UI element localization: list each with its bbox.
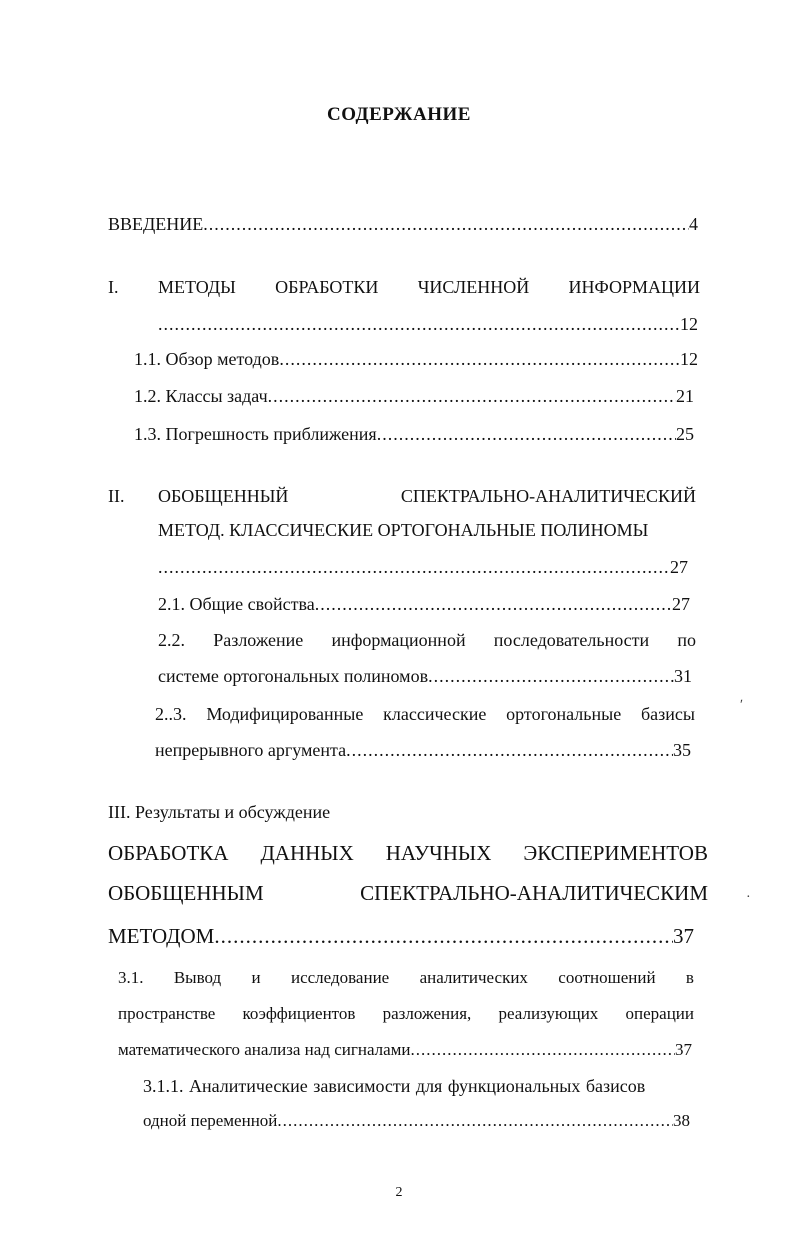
scan-mark: ʹ bbox=[740, 698, 744, 713]
toc-entry-2-1[interactable] bbox=[158, 592, 690, 616]
toc-entry-2-2-line2[interactable] bbox=[158, 664, 692, 688]
title-word: ОБРАБОТКИ bbox=[275, 277, 379, 297]
title-word: ИНФОРМАЦИИ bbox=[568, 277, 700, 297]
toc-word: в bbox=[685, 968, 694, 987]
toc-entry-3-1-line2[interactable] bbox=[118, 1002, 694, 1026]
toc-word: информационной bbox=[331, 630, 466, 650]
dot-leader bbox=[214, 924, 673, 948]
toc-page: 37 bbox=[673, 924, 694, 948]
toc-entry-ch2-title-line2[interactable]: МЕТОД. КЛАССИЧЕСКИЕ ОРТОГОНАЛЬНЫЕ ПОЛИНОМЫ bbox=[158, 520, 649, 540]
page-title: СОДЕРЖАНИЕ bbox=[327, 104, 471, 125]
toc-page: 21 bbox=[676, 386, 694, 406]
toc-page: 27 bbox=[672, 594, 690, 614]
toc-entry-1-1[interactable] bbox=[134, 347, 698, 371]
toc-label: непрерывного аргумента bbox=[155, 740, 347, 760]
dot-leader bbox=[279, 347, 680, 371]
dot-leader bbox=[268, 384, 676, 408]
toc-entry-3-1-1-line1[interactable]: 3.1.1. Аналитические зависимости для функциональных базисов bbox=[143, 1076, 646, 1096]
toc-word: исследование bbox=[290, 968, 390, 987]
toc-word: разложения, bbox=[382, 1004, 472, 1023]
toc-word: Модифицированные bbox=[206, 704, 364, 724]
title-word: ЭКСПЕРИМЕНТОВ bbox=[523, 841, 708, 865]
toc-label: МЕТОДОМ bbox=[108, 924, 215, 948]
title-word: ОБОБЩЕННЫМ bbox=[108, 881, 264, 905]
toc-label: 1.1. Обзор методов bbox=[134, 349, 280, 369]
toc-word: 3.1. bbox=[118, 968, 144, 987]
toc-page: 4 bbox=[689, 214, 698, 234]
toc-label: 1.3. Погрешность приближения bbox=[134, 424, 377, 444]
toc-word: базисы bbox=[641, 704, 695, 724]
toc-word: последовательности bbox=[493, 630, 650, 650]
title-word: ОБРАБОТКА bbox=[108, 841, 229, 865]
toc-label: ВВЕДЕНИЕ bbox=[108, 214, 204, 234]
chapter-number: I. bbox=[108, 277, 119, 297]
dot-leader bbox=[158, 312, 680, 336]
toc-word: Вывод bbox=[173, 968, 222, 987]
title-word: СПЕКТРАЛЬНО-АНАЛИТИЧЕСКИМ bbox=[360, 881, 708, 905]
toc-label: 1.2. Классы задач bbox=[134, 386, 268, 406]
toc-entry-1-2[interactable] bbox=[134, 384, 694, 408]
toc-word: пространстве bbox=[118, 1004, 216, 1023]
title-word: МЕТОДЫ bbox=[158, 277, 236, 297]
toc-page: 25 bbox=[676, 424, 694, 444]
toc-entry-ch2-page[interactable] bbox=[158, 555, 688, 579]
toc-page: 12 bbox=[680, 314, 698, 334]
toc-entry-ch3-heading[interactable]: III. Результаты и обсуждение bbox=[108, 802, 331, 822]
toc-entry-2-3-line1[interactable] bbox=[155, 702, 695, 726]
dot-leader bbox=[428, 664, 674, 688]
toc-page: 38 bbox=[673, 1111, 690, 1130]
dot-leader bbox=[315, 592, 672, 616]
toc-word: и bbox=[251, 968, 261, 987]
toc-page: 35 bbox=[673, 740, 691, 760]
dot-leader bbox=[203, 212, 689, 236]
title-word: СПЕКТРАЛЬНО-АНАЛИТИЧЕСКИЙ bbox=[400, 486, 696, 506]
toc-entry-intro[interactable] bbox=[108, 212, 698, 236]
title-word: ДАННЫХ bbox=[260, 841, 354, 865]
title-word: ЧИСЛЕННОЙ bbox=[417, 277, 530, 297]
toc-entry-ch3-title-line3[interactable] bbox=[108, 924, 694, 948]
toc-entry-1-3[interactable] bbox=[134, 422, 694, 446]
toc-page: 37 bbox=[675, 1040, 692, 1059]
title-word: НАУЧНЫХ bbox=[385, 841, 492, 865]
toc-word: операции bbox=[625, 1004, 694, 1023]
toc-entry-ch3-title-line1[interactable] bbox=[108, 841, 708, 865]
toc-entry-3-1-line3[interactable] bbox=[118, 1038, 692, 1062]
toc-word: коэффициентов bbox=[242, 1004, 356, 1023]
toc-word: ортогональные bbox=[506, 704, 622, 724]
toc-label: 2.1. Общие свойства bbox=[158, 594, 315, 614]
toc-page: 31 bbox=[674, 666, 692, 686]
dot-leader bbox=[377, 422, 676, 446]
toc-entry-3-1-1-line2[interactable] bbox=[143, 1109, 690, 1133]
toc-word: Разложение bbox=[213, 630, 304, 650]
toc-page: 12 bbox=[680, 349, 698, 369]
dot-leader bbox=[411, 1038, 675, 1062]
toc-entry-ch1-title[interactable] bbox=[158, 275, 700, 299]
toc-word: по bbox=[677, 630, 696, 650]
toc-word: 2.2. bbox=[158, 630, 185, 650]
title-word: ОБОБЩЕННЫЙ bbox=[158, 486, 289, 506]
toc-entry-ch1-page[interactable] bbox=[158, 312, 698, 336]
dot-leader bbox=[158, 555, 670, 579]
dot-leader bbox=[346, 738, 673, 762]
toc-page: 27 bbox=[670, 557, 688, 577]
page-number: 2 bbox=[395, 1185, 403, 1200]
toc-entry-ch2-title-line1[interactable] bbox=[158, 484, 696, 508]
toc-label: системе ортогональных полиномов bbox=[158, 666, 429, 686]
toc-word: 2..3. bbox=[155, 704, 187, 724]
toc-entry-2-3-line2[interactable] bbox=[155, 738, 691, 762]
toc-word: реализующих bbox=[498, 1004, 599, 1023]
toc-word: классические bbox=[383, 704, 487, 724]
chapter-number: II. bbox=[108, 486, 125, 506]
scan-mark: · bbox=[746, 890, 751, 905]
dot-leader bbox=[277, 1109, 673, 1133]
toc-entry-2-2-line1[interactable] bbox=[158, 628, 696, 652]
toc-entry-ch3-title-line2[interactable] bbox=[108, 881, 708, 905]
toc-label: одной переменной bbox=[143, 1111, 278, 1130]
toc-word: аналитических bbox=[419, 968, 528, 987]
toc-label: математического анализа над сигналами bbox=[118, 1040, 411, 1059]
toc-word: соотношений bbox=[558, 968, 656, 987]
toc-entry-3-1-line1[interactable] bbox=[118, 966, 694, 990]
